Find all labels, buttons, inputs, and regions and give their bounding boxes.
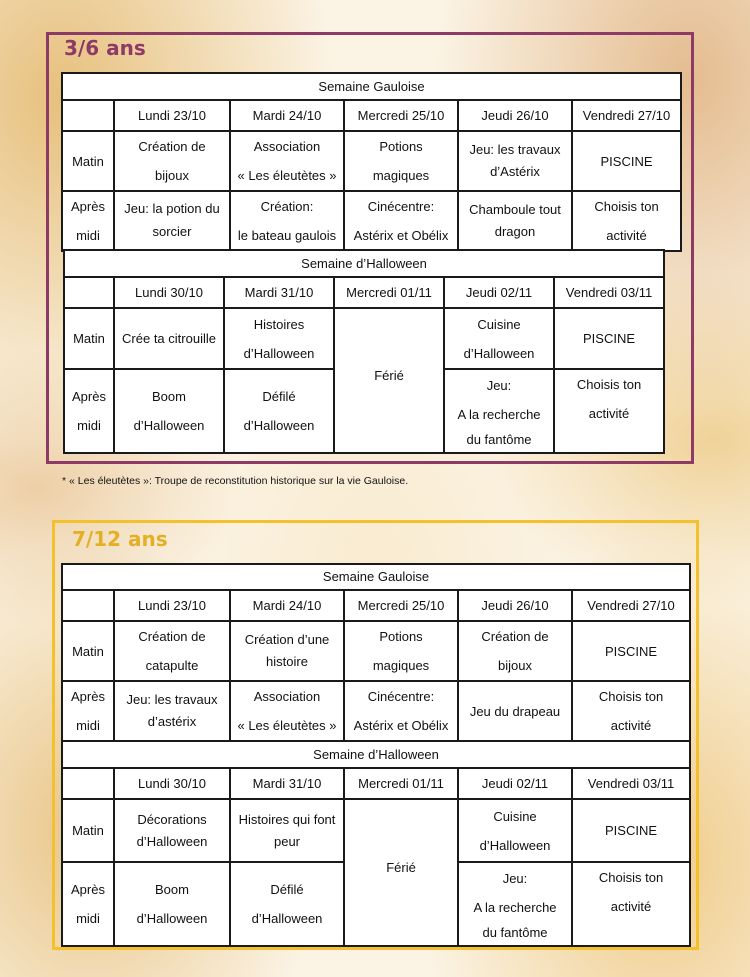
line: Jeu: (502, 871, 528, 886)
activity-cell (554, 308, 664, 369)
apres-midi-row (62, 191, 681, 251)
line: bijoux (498, 658, 532, 673)
line: Jeu: les travaux (469, 142, 561, 157)
line: Cinécentre: (367, 689, 435, 704)
activity-cell (230, 131, 344, 191)
day-header: Mercredi 01/11 (344, 768, 458, 799)
line: PISCINE (583, 331, 636, 346)
line: magiques (372, 658, 430, 673)
matin-row (62, 621, 690, 681)
activity-cell (114, 799, 230, 862)
activity-cell (114, 131, 230, 191)
line: Jeu du drapeau (469, 703, 561, 719)
line: Potions (379, 139, 423, 154)
day-header: Mercredi 25/10 (344, 590, 458, 621)
days-row (62, 100, 681, 131)
line: Crée ta citrouille (122, 331, 216, 346)
line: Histoires qui font (238, 811, 336, 827)
label-line: midi (76, 718, 100, 733)
table-3-6-gauloise (61, 72, 682, 252)
matin-row (64, 308, 664, 369)
label-line: Après (72, 389, 106, 404)
line: Défilé (270, 882, 304, 897)
line: Jeu: les travaux (126, 692, 218, 707)
activity-cell (458, 862, 572, 946)
line: « Les éleutètes » (237, 168, 337, 183)
day-header: Mardi 31/10 (224, 277, 334, 308)
activity-cell (344, 681, 458, 741)
line: activité (610, 899, 652, 914)
table-3-6-halloween (63, 249, 665, 454)
line: dragon (494, 224, 536, 239)
line: Boom (155, 882, 189, 897)
line: d’Halloween (463, 345, 535, 361)
label-line: Après (71, 199, 105, 214)
day-header: Mercredi 25/10 (344, 100, 458, 131)
line: A la recherche (473, 900, 557, 915)
day-header: Mardi 24/10 (230, 590, 344, 621)
line: Jeu: (486, 378, 512, 393)
table-caption: Semaine Gauloise (62, 73, 681, 100)
corner-cell (64, 277, 114, 308)
line: Astérix et Obélix (353, 718, 449, 733)
day-header: Jeudi 02/11 (444, 277, 554, 308)
line: Choisis ton (598, 870, 664, 885)
row-label: Matin (62, 799, 114, 862)
corner-cell (62, 768, 114, 799)
line: Création de (138, 629, 206, 644)
line: Choisis ton (594, 199, 659, 214)
day-header: Mercredi 01/11 (334, 277, 444, 308)
label-line: Matin (72, 153, 104, 169)
day-header: Lundi 30/10 (114, 277, 224, 308)
activity-cell (114, 369, 224, 453)
line: Décorations (137, 811, 207, 827)
day-header: Vendredi 27/10 (572, 590, 690, 621)
line: Cuisine (493, 808, 537, 824)
activity-cell (114, 862, 230, 946)
line: d’Halloween (251, 911, 323, 926)
label-line: Après (71, 882, 105, 897)
activity-cell (344, 191, 458, 251)
activity-cell (458, 131, 572, 191)
day-header: Vendredi 03/11 (554, 277, 664, 308)
day-header: Lundi 23/10 (114, 590, 230, 621)
table-caption: Semaine d’Halloween (62, 741, 690, 768)
line: catapulte (145, 658, 199, 673)
table-caption: Semaine Gauloise (62, 564, 690, 590)
activity-cell (458, 681, 572, 741)
line: peur (273, 833, 301, 849)
days-row (64, 277, 664, 308)
day-header: Lundi 30/10 (114, 768, 230, 799)
line: d’Halloween (133, 418, 205, 433)
line: Choisis ton (576, 377, 642, 392)
activity-cell (114, 621, 230, 681)
line: sorcier (152, 223, 192, 239)
line: Cinécentre: (367, 199, 435, 214)
line: d’astérix (147, 714, 197, 729)
line: d’Halloween (136, 833, 208, 849)
activity-cell (114, 191, 230, 251)
line: Création de (138, 139, 206, 154)
label-line: Après (71, 689, 105, 704)
line: Association (253, 689, 321, 704)
section-title-3-6: 3/6 ans (64, 36, 146, 60)
line: Défilé (262, 389, 296, 404)
day-header: Mardi 31/10 (230, 768, 344, 799)
section-title-7-12: 7/12 ans (72, 527, 168, 551)
line: histoire (266, 654, 308, 669)
line: Création d’une (244, 632, 330, 647)
ferie-cell: Férié (344, 799, 458, 946)
line: Création: (260, 199, 314, 214)
line: d’Halloween (136, 911, 208, 926)
table-7-12-gauloise (61, 563, 691, 742)
line: du fantôme (482, 925, 548, 940)
activity-cell (458, 191, 572, 251)
line: activité (588, 406, 630, 421)
matin-row (62, 131, 681, 191)
activity-cell (572, 131, 681, 191)
activity-cell (572, 799, 690, 862)
line: d’Halloween (479, 837, 551, 853)
line: d’Halloween (243, 345, 315, 361)
corner-cell (62, 100, 114, 131)
activity-cell (230, 621, 344, 681)
day-header: Jeudi 26/10 (458, 100, 572, 131)
line: Potions (379, 629, 423, 644)
activity-cell (572, 191, 681, 251)
line: PISCINE (605, 643, 658, 659)
activity-cell (444, 369, 554, 453)
line: le bateau gaulois (237, 228, 337, 243)
line: bijoux (155, 168, 189, 183)
activity-cell (230, 799, 344, 862)
activity-cell (572, 681, 690, 741)
line: activité (606, 228, 647, 243)
days-row (62, 768, 690, 799)
line: Cuisine (477, 316, 521, 332)
activity-cell (572, 862, 690, 946)
activity-cell (458, 799, 572, 862)
activity-cell (344, 621, 458, 681)
day-header: Lundi 23/10 (114, 100, 230, 131)
label-line: midi (76, 911, 100, 926)
row-label (62, 681, 114, 741)
line: d’Astérix (490, 164, 540, 179)
day-header: Mardi 24/10 (230, 100, 344, 131)
row-label: Matin (64, 308, 114, 369)
days-row (62, 590, 690, 621)
line: activité (610, 718, 652, 733)
line: Histoires (253, 316, 305, 332)
line: A la recherche (457, 407, 541, 422)
activity-cell (230, 862, 344, 946)
activity-cell (224, 369, 334, 453)
line: d’Halloween (243, 418, 315, 433)
day-header: Vendredi 27/10 (572, 100, 681, 131)
label-line: Matin (72, 643, 104, 659)
activity-cell (458, 621, 572, 681)
table-7-12-halloween (61, 740, 691, 947)
day-header: Vendredi 03/11 (572, 768, 690, 799)
line: Astérix et Obélix (353, 228, 449, 243)
line: Boom (152, 389, 186, 404)
day-header: Jeudi 26/10 (458, 590, 572, 621)
matin-row (62, 799, 690, 862)
row-label (62, 191, 114, 251)
line: Choisis ton (598, 689, 664, 704)
row-label (62, 862, 114, 946)
label-line: midi (76, 228, 100, 243)
line: Association (253, 139, 321, 154)
activity-cell (230, 191, 344, 251)
activity-cell (554, 369, 664, 453)
corner-cell (62, 590, 114, 621)
activity-cell (572, 621, 690, 681)
line: Jeu: la potion du (124, 200, 220, 216)
row-label (62, 131, 114, 191)
activity-cell (224, 308, 334, 369)
line: « Les éleutètes » (237, 718, 337, 733)
row-label (62, 621, 114, 681)
line: magiques (372, 168, 430, 183)
line: du fantôme (466, 432, 532, 447)
line: Création de (481, 629, 549, 644)
footnote: * « Les éleutètes »: Troupe de reconstitution historique sur la vie Gauloise. (62, 475, 409, 487)
day-header: Jeudi 02/11 (458, 768, 572, 799)
activity-cell (114, 681, 230, 741)
ferie-cell: Férié (334, 308, 444, 453)
label-line: midi (77, 418, 101, 433)
table-caption: Semaine d’Halloween (64, 250, 664, 277)
apres-midi-row (62, 681, 690, 741)
line: Chamboule tout (469, 202, 561, 217)
row-label (64, 369, 114, 453)
activity-cell (114, 308, 224, 369)
line: PISCINE (605, 823, 658, 838)
activity-cell (444, 308, 554, 369)
activity-cell (344, 131, 458, 191)
activity-cell (230, 681, 344, 741)
line: PISCINE (600, 153, 653, 169)
